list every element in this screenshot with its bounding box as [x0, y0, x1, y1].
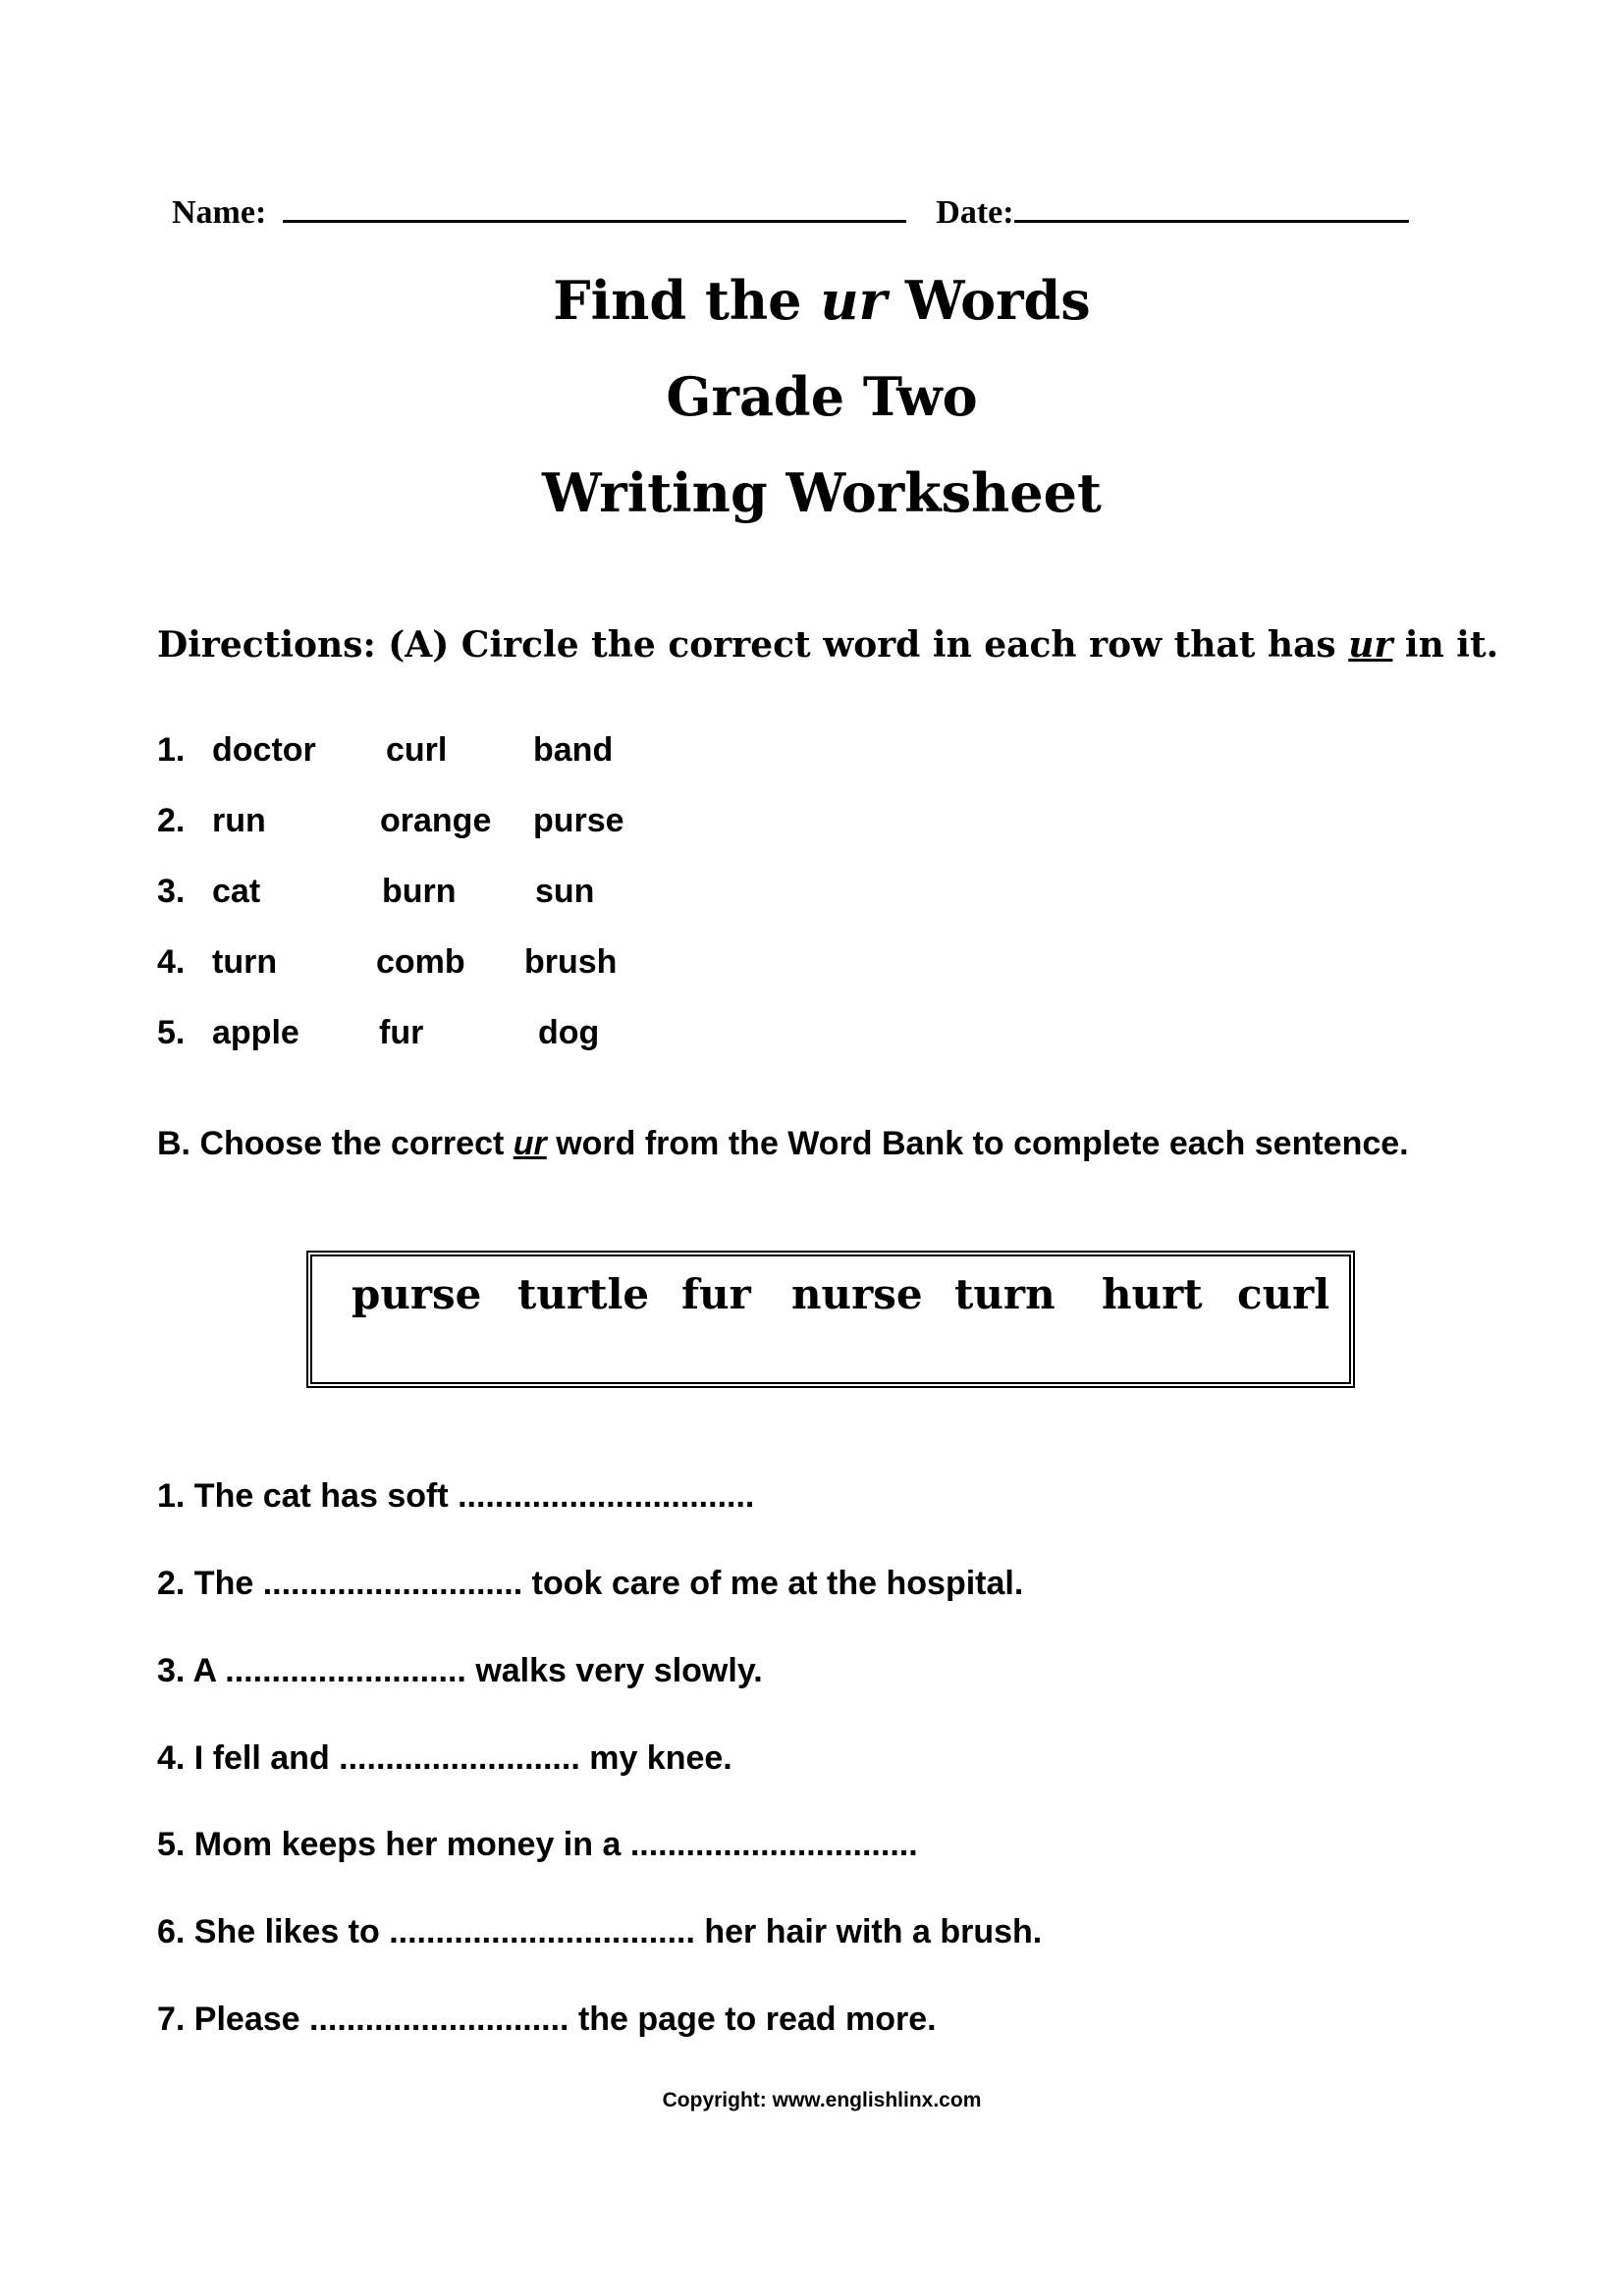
title-text-end: Words	[887, 269, 1091, 332]
word-option[interactable]: burn	[382, 873, 457, 910]
sentence[interactable]: 4. I fell and .......................... my knee.	[157, 1739, 732, 1777]
word-option[interactable]: orange	[380, 802, 492, 839]
sentence[interactable]: 1. The cat has soft ................................	[157, 1477, 755, 1515]
directions-a	[157, 624, 1498, 666]
word-option[interactable]: doctor	[212, 731, 316, 769]
directions-text-italic: ur	[1348, 624, 1393, 666]
word-bank-item: nurse	[791, 1270, 923, 1318]
word-option[interactable]: purse	[533, 802, 624, 839]
sentence[interactable]: 6. She likes to ................................. her hair with a brush.	[157, 1913, 1043, 1950]
name-date-header	[172, 192, 1409, 232]
word-bank-item: purse	[352, 1270, 482, 1318]
copyright-footer: Copyright: www.englishlinx.com	[662, 2089, 982, 2111]
date-label: Date:	[936, 194, 1014, 231]
word-bank-item: hurt	[1102, 1270, 1203, 1318]
title-text-start: Find the	[553, 269, 821, 332]
page-title	[0, 269, 1624, 332]
sentence[interactable]: 2. The ............................ took care of me at the hospital.	[157, 1565, 1024, 1602]
word-option[interactable]: fur	[379, 1014, 424, 1051]
word-option[interactable]: band	[533, 731, 614, 769]
word-option[interactable]: run	[212, 802, 266, 839]
instruction-text-end: word from the Word Bank to complete each sentence.	[546, 1125, 1409, 1162]
word-option[interactable]: turn	[212, 943, 278, 981]
instruction-text-start: B. Choose the correct	[157, 1125, 514, 1162]
sentence[interactable]: 5. Mom keeps her money in a ...............................	[157, 1826, 918, 1863]
word-option[interactable]: comb	[376, 943, 465, 981]
word-option[interactable]: curl	[386, 731, 448, 769]
word-option[interactable]: apple	[212, 1014, 299, 1051]
word-bank-item: turn	[954, 1270, 1056, 1318]
sentence[interactable]: 7. Please ............................ the page to read more.	[157, 2001, 937, 2038]
word-option[interactable]: brush	[524, 943, 618, 981]
instruction-text-italic: ur	[513, 1125, 547, 1162]
title-text-italic: ur	[820, 269, 888, 332]
word-option[interactable]: dog	[538, 1014, 600, 1051]
row-number: 4.	[157, 943, 186, 981]
worksheet-subtitle: Writing Worksheet	[542, 461, 1102, 524]
word-option[interactable]: cat	[212, 873, 261, 910]
name-blank-line[interactable]	[283, 192, 906, 223]
row-number: 5.	[157, 1014, 186, 1051]
word-option[interactable]: sun	[535, 873, 595, 910]
word-bank-item: fur	[681, 1270, 751, 1318]
date-blank-line[interactable]	[1014, 192, 1409, 223]
grade-subtitle: Grade Two	[666, 365, 978, 428]
word-bank-item: curl	[1237, 1270, 1330, 1318]
directions-text-end: in it.	[1392, 624, 1499, 666]
word-bank-item: turtle	[517, 1270, 650, 1318]
name-label: Name:	[172, 194, 267, 231]
row-number: 2.	[157, 802, 186, 839]
directions-b	[157, 1125, 1409, 1163]
word-bank-box	[306, 1251, 1355, 1388]
directions-text-start: Directions: (A) Circle the correct word in each row that has	[157, 624, 1349, 666]
row-number: 3.	[157, 873, 186, 910]
row-number: 1.	[157, 731, 186, 769]
sentence[interactable]: 3. A .......................... walks very slowly.	[157, 1652, 763, 1689]
